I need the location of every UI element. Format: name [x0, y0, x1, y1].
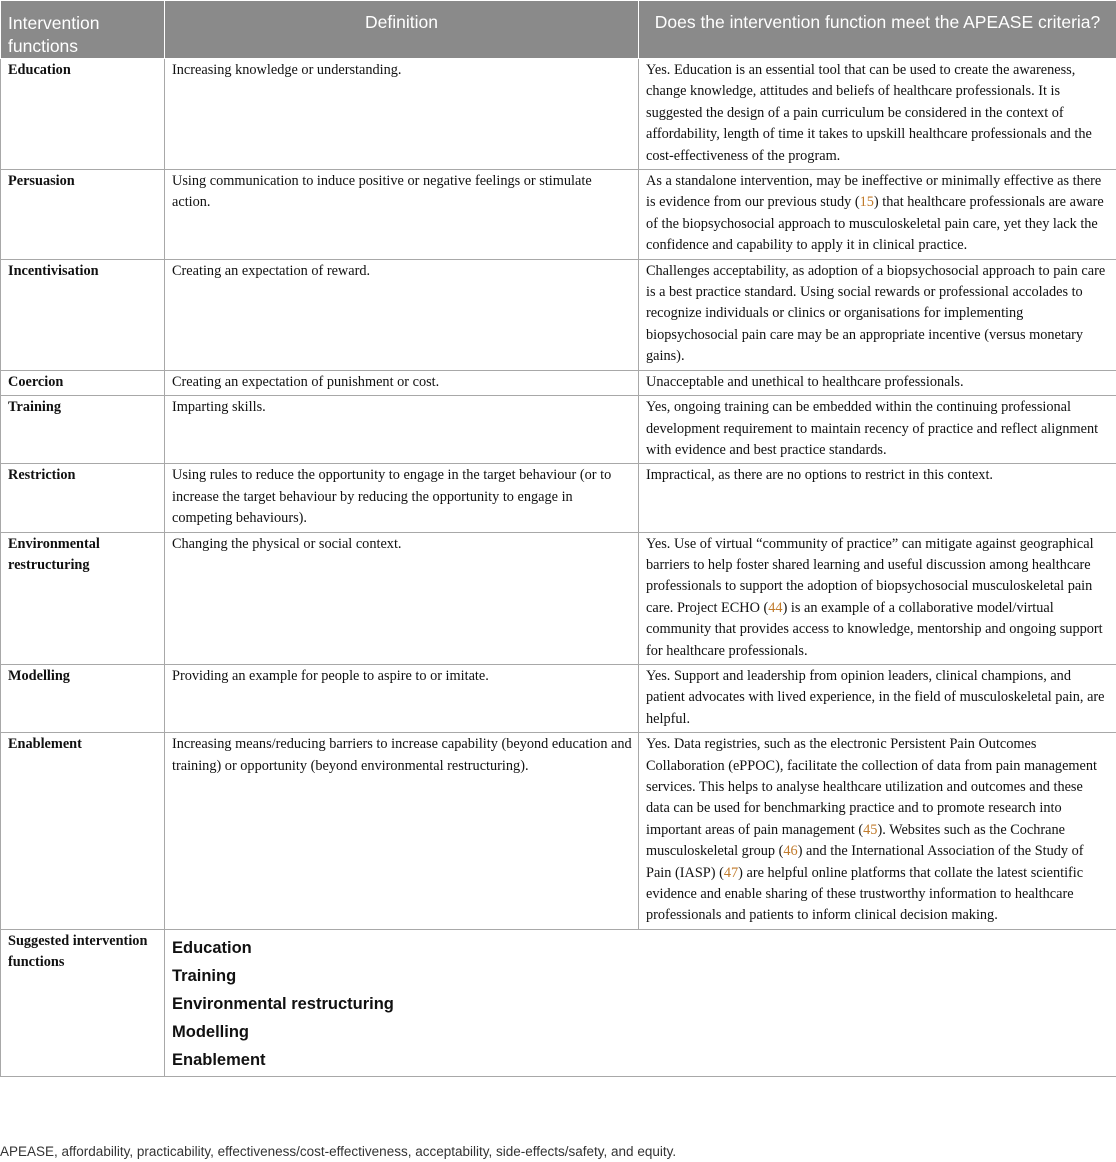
- apease-text: Challenges acceptability, as adoption of a biopsychosocial approach to pain care is a best practice standard. Using social rewards or professional accolades to recognize individuals or clinics or organisations for implementing biopsychosocial pain care may be an appropriate incentive (versus monetary gains).: [646, 262, 1106, 365]
- definition-cell: Providing an example for people to aspire to or imitate.: [165, 664, 639, 732]
- suggested-item: Training: [172, 966, 237, 985]
- apease-text: As a standalone intervention, may be ineffective or minimally effective as there is evidence from our previous study (: [646, 173, 1102, 211]
- apease-text: ). Websites such as the Cochrane musculoskeletal group (: [646, 821, 1066, 860]
- definition-cell: Creating an expectation of punishment or cost.: [165, 370, 639, 395]
- apease-text: Yes. Use of virtual “community of practice” can mitigate against geographical barriers to help foster shared learning and useful discussion among healthcare professionals to support the adoption of biopsychosocial musculoskeletal pain care. Project ECHO (: [646, 535, 1094, 616]
- definition-cell: Using rules to reduce the opportunity to engage in the target behaviour (or to increase the target behaviour by reducing the opportunity to engage in competing behaviours).: [165, 464, 639, 532]
- reference-link[interactable]: 44: [768, 599, 783, 616]
- apease-text: ) is an example of a collaborative model/virtual community that provides access to knowledge, mentorship and ongoing support for healthcare professionals.: [646, 599, 1103, 659]
- apease-cell: [639, 170, 1116, 260]
- suggested-item: Education: [172, 938, 252, 957]
- function-name-cell: Incentivisation: [1, 259, 165, 370]
- definition-cell: Using communication to induce positive or negative feelings or stimulate action.: [165, 170, 639, 260]
- function-name-cell: Restriction: [1, 464, 165, 532]
- table-body: [1, 59, 1116, 1077]
- suggested-item: Environmental restructuring: [172, 994, 394, 1013]
- apease-text: Yes. Education is an essential tool that can be used to create the awareness, change knowledge, attitudes and beliefs of healthcare professionals. It is suggested the design of a pain curriculum be considered in the context of affordability, length of time it takes to upskill healthcare professionals and the cost-effectiveness of the program.: [646, 62, 1092, 164]
- apease-cell: [639, 664, 1116, 732]
- header-row: [1, 1, 1116, 59]
- reference-link[interactable]: 15: [859, 194, 874, 211]
- table-row: [1, 733, 1116, 930]
- table-row: [1, 259, 1116, 370]
- function-name-cell: Enablement: [1, 733, 165, 930]
- table-row: [1, 59, 1116, 170]
- table-row: [1, 370, 1116, 395]
- suggested-item: Enablement: [172, 1050, 266, 1069]
- apease-cell: [639, 59, 1116, 170]
- apease-cell: [639, 464, 1116, 532]
- suggested-item: Modelling: [172, 1022, 249, 1041]
- function-name-cell: Training: [1, 396, 165, 464]
- apease-cell: [639, 532, 1116, 664]
- reference-link[interactable]: 47: [723, 864, 739, 881]
- suggested-row: [1, 929, 1116, 1076]
- function-name-cell: Education: [1, 59, 165, 170]
- definition-cell: Increasing knowledge or understanding.: [165, 59, 639, 170]
- apease-text: Unacceptable and unethical to healthcare professionals.: [646, 373, 964, 390]
- definition-cell: Changing the physical or social context.: [165, 532, 639, 664]
- apease-text: Yes, ongoing training can be embedded within the continuing professional development requirement to maintain recency of practice and reflect alignment with evidence and best practice standards.: [646, 399, 1099, 458]
- table-row: [1, 464, 1116, 532]
- suggested-list: [165, 929, 1116, 1076]
- apease-text: ) and the International Association of the Study of Pain (IASP) (: [646, 843, 1084, 881]
- table-footnote: APEASE, affordability, practicability, effectiveness/cost-effectiveness, acceptability, side-effects/safety, and equity.: [0, 1144, 677, 1159]
- table-row: [1, 664, 1116, 732]
- reference-link[interactable]: 45: [863, 821, 878, 838]
- function-name-cell: Environmental restructuring: [1, 532, 165, 664]
- apease-text: Yes. Data registries, such as the electronic Persistent Pain Outcomes Collaboration (ePPOC), facilitate the collection of data from pain management services. This helps to analyse healthcare utilization and outcomes and these data can be used for benchmarking practice and to promote research into important areas of pain management (: [646, 736, 1098, 838]
- apease-text: Impractical, as there are no options to restrict in this context.: [646, 467, 993, 484]
- apease-text: ) that healthcare professionals are aware of the biopsychosocial approach to musculoskeletal pain care, yet they lack the confidence and capability to apply it in clinical practice.: [646, 194, 1104, 254]
- function-name-cell: Modelling: [1, 664, 165, 732]
- apease-cell: [639, 733, 1116, 930]
- definition-cell: Imparting skills.: [165, 396, 639, 464]
- table-row: [1, 396, 1116, 464]
- apease-text: ) are helpful online platforms that collate the latest scientific evidence and enable sharing of these trustworthy information to healthcare professionals and patients to inform clinical decision making.: [646, 864, 1084, 924]
- definition-cell: Increasing means/reducing barriers to increase capability (beyond education and training) or opportunity (beyond environmental restructuring).: [165, 733, 639, 930]
- table-row: [1, 532, 1116, 664]
- reference-link[interactable]: 46: [783, 843, 798, 860]
- function-name-cell: Persuasion: [1, 170, 165, 260]
- apease-cell: [639, 370, 1116, 395]
- header-definition: Definition: [165, 1, 639, 59]
- apease-cell: [639, 259, 1116, 370]
- header-intervention-functions: Intervention functions: [1, 1, 165, 59]
- header-apease: Does the intervention function meet the APEASE criteria?: [639, 1, 1116, 59]
- apease-text: Yes. Support and leadership from opinion leaders, clinical champions, and patient advocates with lived experience, in the field of musculoskeletal pain, are helpful.: [646, 667, 1105, 727]
- definition-cell: Creating an expectation of reward.: [165, 259, 639, 370]
- function-name-cell: Coercion: [1, 370, 165, 395]
- suggested-label: Suggested intervention functions: [1, 929, 165, 1076]
- table-row: [1, 170, 1116, 260]
- apease-cell: [639, 396, 1116, 464]
